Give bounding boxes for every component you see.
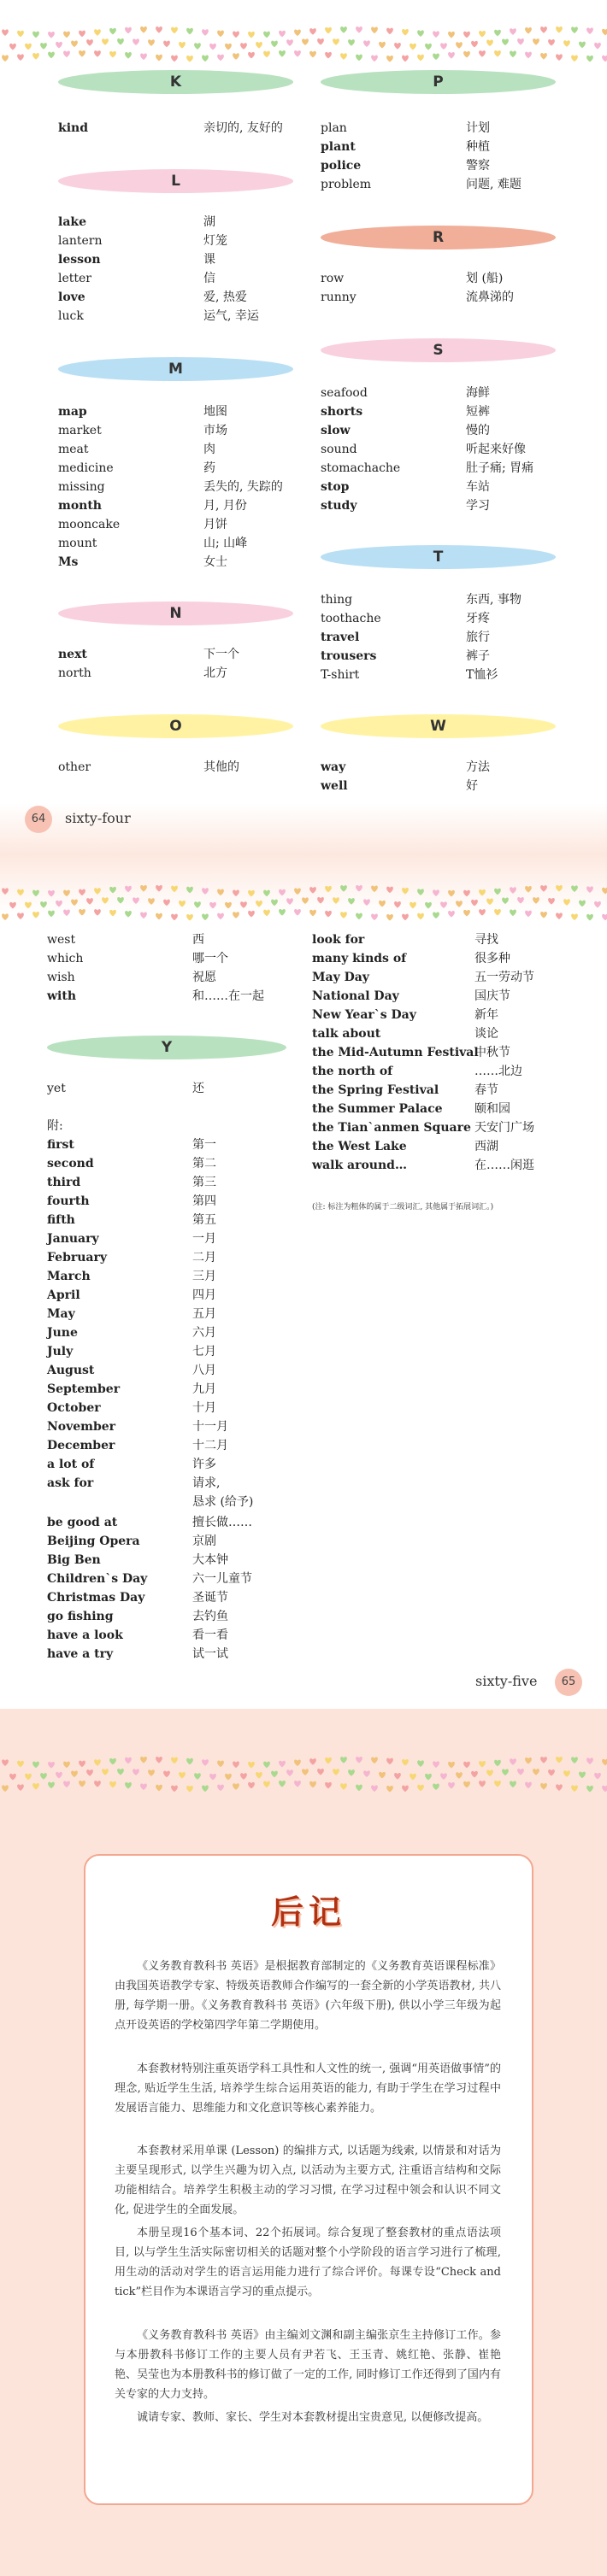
vocab-english: March [47,1270,91,1283]
vocab-chinese: 五一劳动节 [474,971,534,984]
vocab-english: with [47,989,77,1003]
vocab-english: missing [58,480,105,494]
vocab-chinese: 六一儿童节 [192,1572,252,1586]
vocab-english: July [47,1345,74,1358]
vocab-chinese: 下一个 [203,648,239,661]
vocab-english: slow [321,424,351,437]
vocab-chinese: 慢的 [466,424,490,437]
vocab-english: second [47,1157,94,1171]
vocab-chinese: 第一 [192,1138,216,1152]
vocab-chinese: 还 [192,1082,204,1095]
vocab-chinese: 八月 [192,1364,216,1377]
page-number-badge: 64 [25,806,52,833]
letter-section-header: K [58,70,293,94]
vocab-chinese: 肚子痛; 胃痛 [466,461,534,475]
vocab-chinese: 好 [466,779,478,793]
vocab-chinese: 四月 [192,1288,216,1302]
vocab-chinese: 牙疼 [466,612,490,625]
vocab-chinese: 祝愿 [192,971,216,984]
vocab-english: next [58,648,87,661]
afterword-paragraph: 《义务教育教科书 英语》由主编刘文渊和副主编张京生主持修订工作。参与本册教科书修订工作的主要人员有尹若飞、王玉青、姚红艳、张静、崔艳艳、吴莹也为本册教科书的修订做了一定的工作, 同时修订工作还得到了国内有关专家的大力支持。 [115,2329,501,2401]
vocab-english: third [47,1176,81,1189]
vocab-english: police [321,159,362,173]
vocab-chinese: 警察 [466,159,490,173]
vocab-chinese: 国庆节 [474,989,510,1003]
vocab-chinese: 西 [192,933,204,947]
vocab-chinese: 很多种 [474,952,510,965]
vocab-chinese: 听起来好像 [466,443,526,456]
vocab-english: be good at [47,1516,118,1529]
heart-border-decoration [0,1752,607,1803]
vocab-english: Beijing Opera [47,1534,140,1548]
vocabulary-note: (注: 标注为粗体的属于二级词汇, 其他属于拓展词汇。) [312,1203,494,1212]
vocab-chinese: 新年 [474,1008,498,1022]
vocab-chinese: 第三 [192,1176,216,1189]
vocab-english: other [58,760,91,774]
letter-section-header: T [321,545,556,569]
vocab-english: the north of [312,1065,393,1078]
vocab-chinese: 肉 [203,443,215,456]
vocab-english: toothache [321,612,381,625]
vocab-english: problem [321,178,372,191]
heart-border-decoration [0,21,607,73]
vocab-english: have a look [47,1628,123,1642]
vocab-english: many kinds of [312,952,407,965]
vocab-chinese: 第四 [192,1194,216,1208]
vocab-chinese: 十月 [192,1401,216,1415]
vocab-chinese: 七月 [192,1345,216,1358]
vocab-chinese: 一月 [192,1232,216,1246]
vocab-chinese: 西湖 [474,1140,498,1153]
afterword-card [84,1854,533,2505]
vocab-chinese: 裤子 [466,649,490,663]
vocab-chinese: 运气, 幸运 [203,309,259,323]
vocab-english: shorts [321,405,363,419]
vocab-chinese: 种植 [466,140,490,154]
vocabulary-page-64 [0,0,607,854]
vocab-english: plant [321,140,356,154]
vocab-chinese: 课 [203,253,215,267]
vocab-chinese: 京剧 [192,1534,216,1548]
vocab-chinese: 东西, 事物 [466,593,522,607]
vocab-chinese: 计划 [466,121,490,135]
vocab-chinese: 药 [203,461,215,475]
vocab-chinese: T恤衫 [466,668,498,682]
vocab-chinese: 学习 [466,499,490,513]
vocab-english: May [47,1307,75,1321]
vocab-english: fifth [47,1213,75,1227]
letter-section-header: M [58,357,293,381]
vocab-chinese: 二月 [192,1251,216,1265]
vocab-english: mooncake [58,518,121,531]
page-number-badge: 65 [555,1669,582,1696]
vocab-english: yet [47,1082,66,1095]
vocab-chinese: 月, 月份 [203,499,247,513]
letter-section-header: W [321,714,556,738]
vocab-chinese: 月饼 [203,518,227,531]
vocab-chinese: 女士 [203,555,227,569]
vocab-chinese: 信 [203,272,215,285]
vocab-chinese: 十二月 [192,1439,228,1452]
vocab-chinese: 流鼻涕的 [466,290,514,304]
vocab-english: wish [47,971,75,984]
vocab-chinese: 划 (船) [466,272,504,285]
vocab-english: love [58,290,85,304]
vocab-english: travel [321,631,360,644]
vocab-chinese: 圣诞节 [192,1591,228,1605]
vocab-chinese: 寻找 [474,933,498,947]
vocab-chinese: 六月 [192,1326,216,1340]
vocab-english: Ms [58,555,79,569]
vocab-english: lantern [58,234,103,248]
letter-section-header: L [58,169,293,193]
vocab-english: 附: [47,1119,63,1133]
afterword-paragraph: 本册呈现16个基本词、22个拓展词。综合复现了整套教材的重点语法项目, 以与学生生活实际密切相关的话题对整个小学阶段的语言学习进行了梳理, 用生动的活动对学生的语言运用能力进行了综合评价。每课专设“Check and tick”栏目作为本课语言学习的重点提示。 [115,2227,501,2298]
vocab-chinese: 丢失的, 失踪的 [203,480,283,494]
vocab-english: talk about [312,1027,381,1041]
vocab-english: stop [321,480,350,494]
vocab-chinese: 天安门广场 [474,1121,534,1135]
vocab-english: the Mid-Autumn Festival [312,1046,479,1059]
vocabulary-page-65 [0,854,607,1709]
vocab-chinese: 问题, 难题 [466,178,522,191]
vocab-english: way [321,760,346,774]
vocab-chinese: 旅行 [466,631,490,644]
vocab-english: month [58,499,102,513]
vocab-chinese: 十一月 [192,1420,228,1434]
vocab-english: walk around… [312,1159,407,1172]
vocab-english: north [58,666,91,680]
vocab-chinese: 去钓鱼 [192,1610,228,1623]
vocab-english: trousers [321,649,377,663]
vocab-chinese: 看一看 [192,1628,228,1642]
vocab-chinese: 亲切的, 友好的 [203,121,283,135]
page-number-words: sixty-four [65,810,131,826]
vocab-english: New Year`s Day [312,1008,416,1022]
letter-section-header: R [321,226,556,249]
vocab-english: October [47,1401,101,1415]
vocab-chinese: 哪一个 [192,952,228,965]
afterword-paragraph: 诚请专家、教师、家长、学生对本套教材提出宝贵意见, 以便修改提高。 [137,2411,489,2424]
vocab-english: market [58,424,102,437]
vocab-english: medicine [58,461,114,475]
vocab-english: fourth [47,1194,90,1208]
vocab-english: Christmas Day [47,1591,145,1605]
vocab-english: the Spring Festival [312,1083,439,1097]
vocab-english: mount [58,537,97,550]
vocab-chinese: 短裤 [466,405,490,419]
vocab-english: February [47,1251,108,1265]
letter-section-header: P [321,70,556,94]
vocab-chinese: 山; 山峰 [203,537,248,550]
vocab-english: have a try [47,1647,114,1661]
vocab-english: T-shirt [321,668,360,682]
vocab-english: April [47,1288,80,1302]
vocab-english: lesson [58,253,101,267]
vocab-english: National Day [312,989,399,1003]
vocab-english: June [47,1326,78,1340]
vocab-chinese: 在……闲逛 [474,1159,534,1172]
vocab-english: January [47,1232,99,1246]
afterword-paragraph: 本套教材特别注重英语学科工具性和人文性的统一, 强调“用英语做事情”的理念, 贴近学生生活, 培养学生综合运用英语的能力, 有助于学生在学习过程中发展语言能力、思维能力和文化意识等核心素养能力。 [115,2063,501,2115]
letter-section-header: Y [47,1036,286,1059]
vocab-english: well [321,779,348,793]
vocab-english: row [321,272,345,285]
vocab-english: first [47,1138,74,1152]
vocab-chinese: 第二 [192,1157,216,1171]
vocab-english: letter [58,272,91,285]
vocab-english: sound [321,443,357,456]
letter-section-header: O [58,714,293,738]
vocab-english: look for [312,933,365,947]
vocab-chinese: 爱, 热爱 [203,290,247,304]
vocab-english: August [47,1364,95,1377]
vocab-english: plan [321,121,347,135]
vocab-chinese: 车站 [466,480,490,494]
vocab-chinese: 五月 [192,1307,216,1321]
vocab-english: kind [58,121,88,135]
vocab-english: a lot of [47,1458,95,1471]
vocab-chinese: 擅长做…… [192,1516,252,1529]
vocab-english: ask for [47,1476,94,1490]
vocab-english: thing [321,593,353,607]
vocab-english: December [47,1439,115,1452]
vocab-english: September [47,1382,121,1396]
vocab-chinese: 春节 [474,1083,498,1097]
vocab-chinese: 湖 [203,215,215,229]
vocab-english: meat [58,443,89,456]
vocab-english: November [47,1420,116,1434]
afterword-paragraph: 《义务教育教科书 英语》是根据教育部制定的《义务教育英语课程标准》由我国英语教学专家、特级英语教师合作编写的一套全新的小学英语教材, 共八册, 每学期一册。《义务教育教科书 英语》(六年级下册), 供以小学三年级为起点开设英语的学校第四学年第二学期使用。 [115,1960,501,2032]
vocab-chinese: ……北边 [474,1065,522,1078]
vocab-chinese: 大本钟 [192,1553,228,1567]
vocab-chinese: 灯笼 [203,234,227,248]
vocab-english: the West Lake [312,1140,407,1153]
vocab-english: west [47,933,76,947]
vocab-chinese: 方法 [466,760,490,774]
vocab-english: May Day [312,971,369,984]
vocab-english: which [47,952,84,965]
vocab-chinese: 和……在一起 [192,989,264,1003]
vocab-english: Children`s Day [47,1572,148,1586]
vocab-chinese: 试一试 [192,1647,228,1661]
vocab-chinese: 请求, [192,1476,221,1490]
vocab-chinese: 其他的 [203,760,239,774]
vocab-chinese: 谈论 [474,1027,498,1041]
vocab-english: the Summer Palace [312,1102,443,1116]
vocab-english: the Tian`anmen Square [312,1121,471,1135]
vocab-english: map [58,405,87,419]
heart-border-decoration [0,880,607,931]
vocab-chinese: 九月 [192,1382,216,1396]
letter-section-header: S [321,338,556,362]
afterword-paragraph: 本套教材采用单课 (Lesson) 的编排方式, 以话题为线索, 以情景和对话为主要呈现形式, 以学生兴趣为切入点, 以活动为主要方式, 注重语言结构和交际功能相结合。培养学生积极主动的学习习惯, 在学习过程中领会和认识不同文化, 促进学生的全面发展。 [115,2145,501,2216]
vocab-chinese: 北方 [203,666,227,680]
page-number-words: sixty-five [475,1673,538,1689]
vocab-english: seafood [321,386,368,400]
vocab-english: study [321,499,357,513]
vocab-chinese: 三月 [192,1270,216,1283]
vocab-chinese: 许多 [192,1458,216,1471]
vocab-english: runny [321,290,357,304]
vocab-chinese: 第五 [192,1213,216,1227]
vocab-chinese: 市场 [203,424,227,437]
vocab-chinese: 恳求 (给予) [192,1495,254,1509]
vocab-chinese: 海鲜 [466,386,490,400]
afterword-page [0,1709,607,2576]
vocab-english: go fishing [47,1610,114,1623]
vocab-chinese: 中秋节 [474,1046,510,1059]
vocab-english: lake [58,215,86,229]
letter-section-header: N [58,601,293,625]
vocab-chinese: 地图 [203,405,227,419]
vocab-english: luck [58,309,84,323]
afterword-title: 后记 [270,1892,346,1931]
vocab-english: Big Ben [47,1553,101,1567]
vocab-english: stomachache [321,461,401,475]
vocab-chinese: 颐和园 [474,1102,510,1116]
